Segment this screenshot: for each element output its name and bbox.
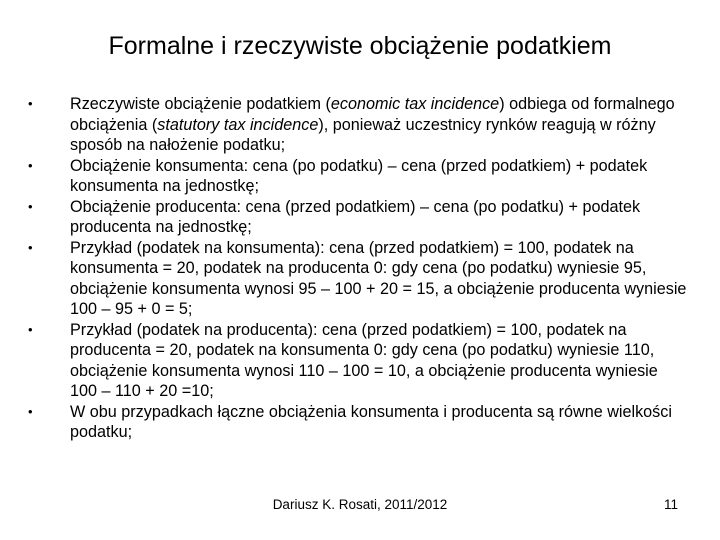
bullet-item xyxy=(28,320,688,402)
bullet-icon: • xyxy=(28,321,33,337)
bullet-text: Obciążenie producenta: cena (przed podatkiem) – cena (po podatku) + podatek producenta na jednostkę; xyxy=(70,197,641,236)
bullet-item xyxy=(28,197,688,238)
bullet-text: Rzeczywiste obciążenie podatkiem (economic tax incidence) odbiega od formalnego obciążenia (statutory tax incidence), ponieważ uczestnicy rynków reagują w różny sposób na nałożenie podatku; xyxy=(70,95,675,154)
bullet-text: Przykład (podatek na producenta): cena (przed podatkiem) = 100, podatek na producenta = 20, podatek na konsumenta 0: gdy cena (po podatku) wyniesie 110, obciążenie konsumenta wynosi 110 – 100 = 10, a obciążenie producenta wyniesie 100 – 110 + 20 =10; xyxy=(70,320,658,400)
bullet-icon: • xyxy=(28,198,33,214)
bullet-item xyxy=(28,94,688,156)
bullet-text: Przykład (podatek na konsumenta): cena (przed podatkiem) = 100, podatek na konsumenta = 20, podatek na producenta 0: gdy cena (po podatku) wyniesie 95, obciążenie konsumenta wynosi 95 – 100 + 20 = 15, a obciążenie producenta wyniesie 100 – 95 + 0 = 5; xyxy=(70,238,687,318)
bullet-text: W obu przypadkach łączne obciążenia konsumenta i producenta są równe wielkości podatku; xyxy=(70,402,672,441)
page-number: 11 xyxy=(663,497,678,512)
footer-author: Dariusz K. Rosati, 2011/2012 xyxy=(272,497,448,512)
bullet-text: Obciążenie konsumenta: cena (po podatku) – cena (przed podatkiem) + podatek konsumenta na jednostkę; xyxy=(70,156,648,195)
bullet-item xyxy=(28,156,688,197)
bullet-item xyxy=(28,402,688,443)
bullet-item xyxy=(28,238,688,320)
bullet-icon: • xyxy=(28,157,33,173)
slide-title: Formalne i rzeczywiste obciążenie podatkiem xyxy=(108,32,612,60)
bullet-icon: • xyxy=(28,96,33,111)
bullet-icon: • xyxy=(28,403,33,419)
bullet-icon: • xyxy=(28,239,33,255)
bullet-list xyxy=(28,94,688,443)
